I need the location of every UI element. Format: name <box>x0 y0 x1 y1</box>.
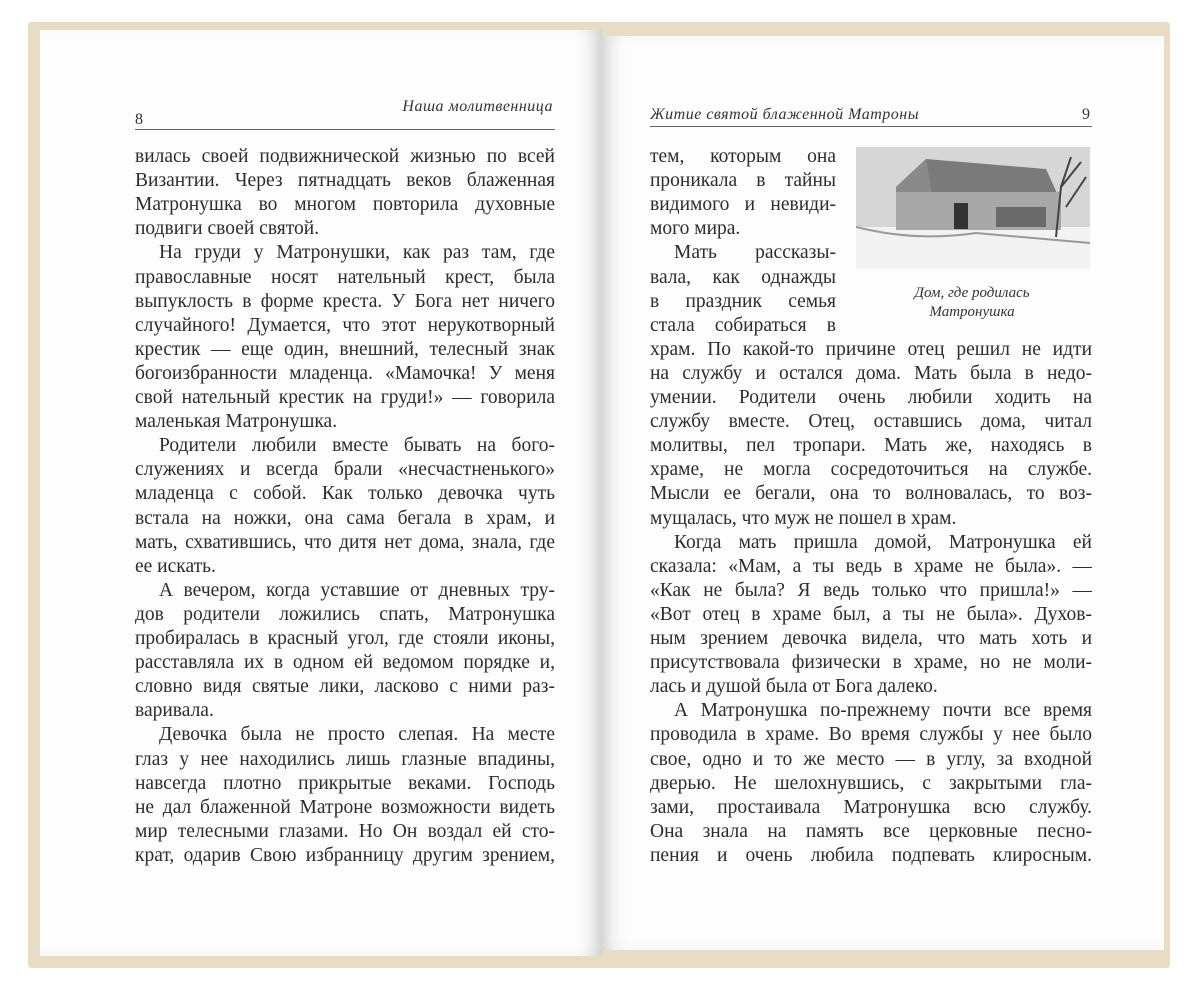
text-line: «Как не была? Я ведь только что пришла!» — <box>650 579 1092 601</box>
text-line: тем, которым она <box>650 146 836 167</box>
text-line: храме, не могла сосредоточиться на службе. <box>650 459 1092 481</box>
text-line: Родители любили вместе бывать на бого- <box>159 435 555 457</box>
house-photo <box>856 147 1090 269</box>
text-line: видимого и невиди- <box>650 194 836 216</box>
text-line: не дал блаженной Матроне возможности видеть <box>135 796 555 818</box>
text-line: умении. Родители очень любили ходить на <box>650 387 1092 408</box>
text-line: мать, схватившись, что дитя нет дома, знала, где <box>135 531 555 553</box>
text-line: Византии. Через пятнадцать веков блаженная <box>135 170 555 192</box>
text-line: свой нательный крестик на груди!» — говорила <box>135 387 555 408</box>
text-line: на службу и остался дома. Мать была в недо- <box>650 362 1092 384</box>
text-line: навсегда плотно прикрытые веками. Господь <box>135 772 555 794</box>
left-header-rule <box>135 129 555 130</box>
right-page-number: 9 <box>1082 106 1090 123</box>
text-line: А вечером, когда уставшие от дневных тру- <box>159 579 555 601</box>
text-line: мущалась, что муж не пошел в храм. <box>650 507 957 529</box>
text-line: встала на ножки, она сама бегала в храм, и <box>135 507 555 529</box>
text-line: Она знала на память все церковные песно- <box>650 820 1092 842</box>
right-running-title: Житие святой блаженной Матроны <box>650 106 920 123</box>
text-line: глаз у нее находились лишь глазные впадины, <box>135 748 555 770</box>
text-line: подвиги своей святой. <box>135 218 320 240</box>
text-line: словно видя святые лики, ласково с ними раз- <box>135 676 555 698</box>
text-line: православные носят нательный крест, была <box>135 266 555 288</box>
text-line: присутствовала физически в храме, но не моли- <box>650 652 1092 674</box>
text-line: Девочка была не просто слепая. На месте <box>159 724 555 746</box>
text-line: храм. По какой-то причине отец решил не идти <box>650 338 1092 360</box>
text-line: случайного! Думается, что этот нерукотворный <box>135 314 555 336</box>
text-line: вилась своей подвижнической жизнью по всей <box>135 146 555 167</box>
text-line: служениях и всегда брали «несчастненького» <box>135 459 555 481</box>
text-line: дверью. Не шелохнувшись, с закрытыми гла- <box>650 772 1092 794</box>
text-line: вала, как однажды <box>650 266 836 288</box>
text-line: варивала. <box>135 700 214 722</box>
text-line: лась и душой была от Бога далеко. <box>650 676 938 698</box>
text-line: сказала: «Мам, а ты ведь в храме не была». — <box>650 555 1092 577</box>
text-line: Когда мать пришла домой, Матронушка ей <box>674 531 1092 553</box>
photo-caption-line-2: Матронушка <box>929 304 1015 320</box>
text-line: расставляла их в одном ей ведомом порядке и, <box>135 652 555 674</box>
text-line: крат, одарив Свою избранницу другим зрением, <box>135 844 555 866</box>
text-line: в праздник семья <box>650 290 836 312</box>
right-header-rule <box>650 126 1092 127</box>
text-line: стала собираться в <box>650 314 836 336</box>
text-line: проводила в храме. Во время службы у нее было <box>650 724 1092 746</box>
text-line: дов родители ложились спать, Матронушка <box>135 603 555 625</box>
text-line: На груди у Матронушки, как раз там, где <box>159 242 555 264</box>
text-line: Мать рассказы- <box>674 242 836 264</box>
text-line: Мысли ее бегали, она то волновалась, то воз- <box>650 483 1092 505</box>
text-line: пения и очень любила подпевать клиросным. <box>650 844 1092 866</box>
text-line: маленькая Матронушка. <box>135 411 338 433</box>
text-line: проникала в тайны <box>650 170 836 192</box>
left-page-number: 8 <box>135 111 143 128</box>
text-line: богоизбранности младенца. «Мамочка! У меня <box>135 362 555 384</box>
text-line: свое, одно и то же место — в углу, за входной <box>650 748 1092 770</box>
text-line: выпуклость в форме креста. У Бога нет ничего <box>135 290 555 312</box>
text-line: крестик — еще один, внешний, телесный знак <box>135 338 555 360</box>
text-line: мир телесными глазами. Но Он воздал ей сто- <box>135 820 555 842</box>
text-line: «Вот отец в храме был, а ты не была». Духов- <box>650 603 1092 625</box>
text-line: зами, простаивала Матронушка всю службу. <box>650 796 1092 818</box>
text-line: ее искать. <box>135 555 216 577</box>
text-line: молитвы, пел тропари. Мать же, находясь в <box>650 435 1092 457</box>
text-line: ным зрением девочка видела, что мать хоть и <box>650 628 1092 649</box>
text-line: А Матронушка по-прежнему почти все время <box>674 700 1092 722</box>
text-line: мого мира. <box>650 218 741 240</box>
left-running-title: Наша молитвенница <box>402 98 553 115</box>
photo-caption-line-1: Дом, где родилась <box>914 285 1030 301</box>
text-line: службу вместе. Отец, оставшись дома, читал <box>650 411 1092 433</box>
text-line: пробиралась в красный угол, где стояли иконы, <box>135 628 555 649</box>
text-line: Матронушка во многом повторила духовные <box>135 194 555 216</box>
text-line: младенца с собой. Как только девочка чуть <box>135 483 555 505</box>
